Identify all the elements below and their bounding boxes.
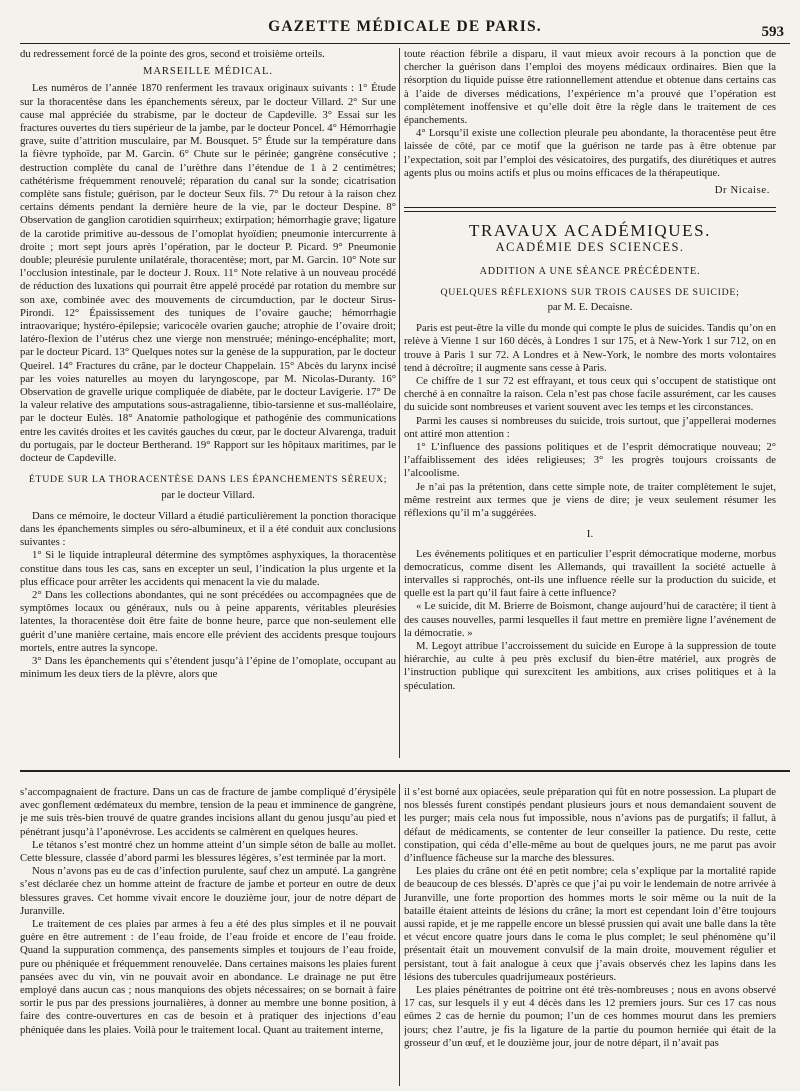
column-top-right (404, 48, 776, 748)
reflection-author: par M. E. Decaisne. (547, 301, 633, 314)
lead-paragraph: du redressement forcé de la pointe des gros, second et troisième orteils. (20, 48, 325, 60)
paragraph: Parmi les causes si nombreuses du suicide, trois surtout, que j’appellerai modernes ont attiré mon attention : (404, 414, 776, 440)
paragraph: Dans ce mémoire, le docteur Villard a étudié particulièrement la ponction thoracique dans les épanchements simples ou séro-albumineux, et il a été conduit aux conclusions suivantes : (20, 509, 396, 549)
paragraph: Paris est peut-être la ville du monde qui compte le plus de suicides. Tandis qu’on en relève à Vienne 1 sur 160 décès, à Londres 1 sur 175, et à New-York 1 sur 712, on en trouve à Paris 1 sur 72. A Londres et à New-York, le nombre des morts volontaires tend à décroître; il augmente sans cesse à Paris. (404, 322, 776, 374)
paragraph: Le traitement de ces plaies par armes à feu a été des plus simples et il ne pouvait guère en être autrement : de l’eau froide, de l’eau froide et encore de l’eau froide. Quand la suppuration commença, des pansements simples et toujours de l’eau froide, pure ou phéniquée et fréquemment renouvelée. Dans certaines maisons les plaies furent pansées avec du vin, vin ne pouvait avoir en abondance. Le drainage ne put être employé dans aucun cas ; nous manquions des objets nécessaires; on se bornait à faire sortir le pus par des pressions journalières, à donner au membre une bonne position, à faire des contre-ouvertures en cas de besoin et à pratiquer des injections d’eau phéniquée dans les plaies. Voilà pour le traitement local. Quant au traitement interne, (20, 918, 396, 1036)
paragraph: 1° Si le liquide intrapleural détermine des symptômes asphyxiques, la thoracentèse constitue dans tous les cas, sans en excepter un seul, l’indication la plus urgente et la plus efficace pour arrêter les accidents qui menacent la vie du malade. (20, 549, 396, 588)
section-title-marseille: MARSEILLE MÉDICAL. (143, 66, 273, 78)
paragraph: Le tétanos s’est montré chez un homme atteint d’un simple séton de balle au mollet. Cette blessure, classée d’abord parmi les blessures légères, s’est terminée par la mort. (20, 838, 396, 865)
academy-title: ACADÉMIE DES SCIENCES. (495, 240, 685, 255)
paragraph: M. Legoyt attribue l’accroissement du suicide en Europe à la suppression de toute hiérarchie, au culte à peu près exclusif du bien-être matériel, aux progrès de l’instruction publique qui surexcitent les ambitions, aux crises politiques et à la spéculation. (404, 639, 776, 692)
paragraph: Nous n’avons pas eu de cas d’infection purulente, sauf chez un amputé. La gangrène s’est déclarée chez un homme atteint de fracture de jambe et porteur en outre de deux blessures graves. Cet homme vivait encore le douzième jour, jour de notre départ de Juranville. (20, 865, 396, 917)
subsection-author: par le docteur Villard. (161, 488, 255, 501)
paragraph: toute réaction fébrile a disparu, il vaut mieux avoir recours à la ponction que de chercher la guérison dans l’emploi des moyens médicaux ordinaires. Bien que la résorption du liquide puisse être rationnellement attendue et obtenue dans certains cas à l’aide de diverses médications, l’expérience m’a prouvé que l’opération est complètement inoffensive et qu’elle doit être la règle dans le traitement de ces épanchements. (404, 48, 776, 127)
paragraph: 1° L’influence des passions politiques et de l’esprit démocratique nouveau; 2° l’affaiblissement des idées religieuses; 3° les progrès toujours croissants de l’alcoolisme. (404, 441, 776, 480)
paragraph: Les numéros de l’année 1870 renferment les travaux originaux suivants : 1° Étude sur la thoracentèse dans les épanchements séreux, par le docteur Villard. 2° Sur une cause mal appréciée du strabisme, par le docteur de Capdeville. 3° Essai sur les fractures ouvertes du tiers supérieur de la jambe, par le docteur Poncel. 4° Hémorrhagie grave, suite d’attrition musculaire, par M. Bousquet. 5° Étude sur la température dans la fièvre typhoïde, par M. Garcin. 6° Chute sur le périnée; gangrène consécutive ; destruction complète du canal de l’urèthre dans l’étendue de 1 à 2 centimètres; cathétérisme fréquemment renouvelé; réparation du canal sur la sonde; cicatrisation complète sans fistule; guérison, par le docteur Seux fils. 7° Du retour à la raison chez certains déments pendant la dernière heure de la vie, par le docteur Despine. 8° Observation de ganglion carotidien squirrheux; extirpation; hémorrhagie grave; ligature de la carotide primitive au-dessous de l’omoplat hyoïdien; pneumonie intercurrente à droite ; mort sept jours après l’opération, par le docteur P. Picard. 9° Pneumonie double; pleurésie purulente unilatérale, thoracentèse; mort, par M. Garcin. 10° Note sur l’occlusion intestinale, par le docteur J. Roux. 11° Note relative à un nouveau procédé de réduction des luxations qui pourrait être appelé procédé par rotation du membre sur son axe, combinée avec des mouvements de circumduction, par le docteur Sirus-Pirondi. 12° Épaississement des tuniques de l’ovaire gauche; hémorrhagie intraovarique; hystéro-épilepsie; varicocèle ovarien gauche; atrophie de l’ovaire droit; latéro-flexion de l’utérus chez une vierge non menstruée; méningo-encéphalite; mort, par le docteur Picard. 13° Quelques notes sur la genèse de la suppuration, par le docteur Queirel. 14° Fractures du crâne, par le docteur Chappelain. 15° Abcès du larynx incisé par les voies naturelles au moyen du laryngoscope, par M. Nicolas-Duranty. 16° Observation de gravelle urique compliquée de diabète, par le docteur Lavigerie. 17° De la valeur relative des amputations sous-astragalienne, tibio-tarsienne et sus-malléolaire, par le docteur Eulès. 18° Anatomie pathologique et pathogénie des communications entre les cavités droites et les cavités gauches du cœur, par le docteur Alvarenga, traduit du portugais, par le docteur Bertherand. 19° Rapport sur les hôpitaux maritimes, par le docteur de Capdeville. (20, 82, 396, 465)
double-rule (404, 207, 776, 212)
column-divider-bottom (399, 784, 400, 1086)
paragraph: s’accompagnaient de fracture. Dans un cas de fracture de jambe compliqué d’érysipèle avec gonflement œdémateux du membre, tension de la peau et imminence de gangrène, je me suis très-bien trouvé de quatre grandes incisions allant du genou jusqu’au pied et pénétrant jusqu’à l’aponévrose. Les accidents se calmèrent en quelques heures. (20, 786, 396, 838)
section-title-travaux: TRAVAUX ACADÉMIQUES. (468, 221, 711, 241)
paragraph: « Le suicide, dit M. Brierre de Boismont, change aujourd’hui de caractère; il tient à des causes nouvelles, parmi lesquelles il faut mettre en première ligne l’avénement de la démocratie. » (404, 600, 776, 639)
paragraph: Les événements politiques et en particulier l’esprit démocratique moderne, morbus democraticus, comme disent les Allemands, qui travaillent la société actuelle à intervalles si rapprochés, ont-ils une influence réelle sur la production du suicide, et quelle est la part qu’il faut faire à cette influence? (404, 547, 776, 600)
paragraph: 3° Dans les épanchements qui s’étendent jusqu’à l’épine de l’omoplate, occupant au minimum les deux tiers de la plèvre, alors que (20, 654, 396, 681)
page-number: 593 (761, 24, 784, 40)
paragraph: il s’est borné aux opiacées, seule préparation qui fût en notre possession. La plupart de nos blessés furent constipés pendant plusieurs jours et nous demandaient souvent de les purger; mais cela nous fut impossible, nous n’avions pas de purgatifs; il fallut, à défaut de médicaments, se contenter de leur conseiller la patience. Du reste, cette constipation, qui céda d’elle-même au bout de quelques jours, ne me parut pas avoir d’influence fâcheuse sur la marche des blessures. (404, 786, 776, 865)
reflection-title: QUELQUES RÉFLEXIONS SUR TROIS CAUSES DE SUICIDE; (440, 286, 740, 298)
column-bottom-right (404, 786, 776, 1086)
addition-title: ADDITION A UNE SÉANCE PRÉCÉDENTE. (479, 265, 701, 277)
section-divider (20, 770, 790, 772)
section-number: I. (586, 528, 594, 541)
paragraph: Les plaies du crâne ont été en petit nombre; cela s’explique par la mortalité rapide de beaucoup de ces blessés. D’après ce que j’ai pu voir le lendemain de notre arrivée à Juranville, une forte proportion des hommes morts le soir même ou la nuit de la bataille étaient atteints de lésions du crâne; la mort est cependant loin d’être toujours aussi rapide, et je me rappelle encore un blessé prussien qui avait une balle dans la tête et vécut encore quatre jours dans le coma le plus complet; le seul phénomène qu’il présentait était un mouvement convulsif de la main droite, mouvement régulier et persistant, tout à fait analogue à ceux que j’avais observés chez les lapins dans les lésions des tubercules quadrijumeaux postérieurs. (404, 865, 776, 983)
column-divider-top (399, 48, 400, 758)
paragraph: Je n’ai pas la prétention, dans cette simple note, de traiter complètement le sujet, même restreint aux termes que je viens de dire; je veux seulement résumer les réflexions qu’il m’a suggérées. (404, 480, 776, 520)
paragraph: Ce chiffre de 1 sur 72 est effrayant, et tous ceux qui s’occupent de statistique ont cherché à en connaître la raison. Cela n’est pas chose facile assurément, car les causes du suicide sont nombreuses et varient souvent avec les temps et les circonstances. (404, 375, 776, 414)
paragraph: Les plaies pénétrantes de poitrine ont été très-nombreuses ; nous en avons observé 17 cas, sur lesquels il y eut 4 décès dans les 12 premiers jours. Sur ces 17 cas nous eûmes 2 cas de hernie du poumon; l’un de ces hommes mourut dans les premiers jours; chez l’autre, je fis la ligature de la partie du poumon herniée qui était de la grosseur d’un œuf, et le douzième jour, jour de notre départ, il n’avait pas (404, 984, 776, 1049)
paragraph: 2° Dans les collections abondantes, qui ne sont précédées ou accompagnées que de symptômes locaux ou généraux, nuls ou à peine apparents, véritables pleurésies latentes, la thoracentèse doit être faite de bonne heure, parce que non-seulement elle guérit d’une manière certaine, mais encore elle prévient des accidents presque toujours mortels, entre autres la syncope. (20, 588, 396, 654)
subsection-title-thoracentese: ÉTUDE SUR LA THORACENTÈSE DANS LES ÉPANCHEMENTS SÉREUX; (28, 474, 388, 486)
journal-title: GAZETTE MÉDICALE DE PARIS. (268, 18, 542, 35)
column-top-left (20, 48, 396, 748)
running-header (20, 10, 790, 44)
signature: Dr Nicaise. (714, 184, 770, 197)
paragraph: 4° Lorsqu’il existe une collection pleurale peu abondante, la thoracentèse peut être laissée de côté, par ce motif que la guérison ne tarde pas à être obtenue par l’expectation, soit par l’emploi des vésicatoires, des purgatifs, des diurétiques et autres agents plus ou moins actifs et plus ou moins efficaces de la thérapeutique. (404, 127, 776, 179)
column-bottom-left (20, 786, 396, 1086)
